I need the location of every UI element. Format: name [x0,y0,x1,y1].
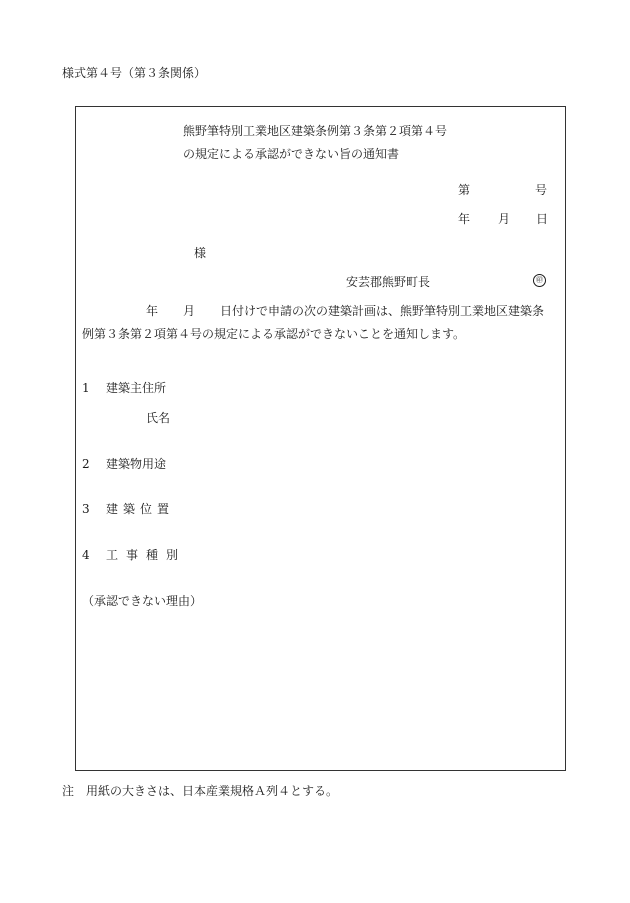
doc-number-suffix: 号 [535,183,548,197]
rejection-reason-label: （承認できない理由） [82,594,203,608]
seal-icon: ㊞ [533,274,546,287]
sender-name: 安芸郡熊野町長 [346,275,431,289]
date-month-label: 月 [498,212,511,226]
item-number: 1 [82,381,90,395]
document-title-line-2: の規定による承認ができない旨の通知書 [183,147,400,161]
item-label: 建築主住所 [106,381,167,395]
footnote: 注 用紙の大きさは、日本産業規格Ａ列４とする。 [62,784,339,798]
addressee-suffix: 様 [194,246,207,260]
item-number: 4 [82,548,90,562]
item-number: 2 [82,457,90,471]
body-month-label: 月 [183,304,196,318]
document-title-line-1: 熊野筆特別工業地区建築条例第３条第２項第４号 [183,124,448,138]
notice-form-frame [75,106,566,771]
item-label: 工事種別 [106,548,187,562]
date-year-label: 年 [458,212,471,226]
owner-name-label: 氏名 [146,411,171,425]
body-year-label: 年 [146,304,159,318]
body-text-line-1-rest: 日付けで申請の次の建築計画は、熊野筆特別工業地区建築条 [220,304,545,318]
body-text-line-2: 例第３条第２項第４号の規定による承認ができないことを通知します。 [82,327,466,341]
item-label: 建築位置 [106,502,175,516]
item-label: 建築物用途 [106,457,167,471]
item-number: 3 [82,502,90,516]
doc-number-prefix: 第 [458,183,471,197]
form-number-label: 様式第４号（第３条関係） [62,66,207,80]
date-day-label: 日 [536,212,549,226]
